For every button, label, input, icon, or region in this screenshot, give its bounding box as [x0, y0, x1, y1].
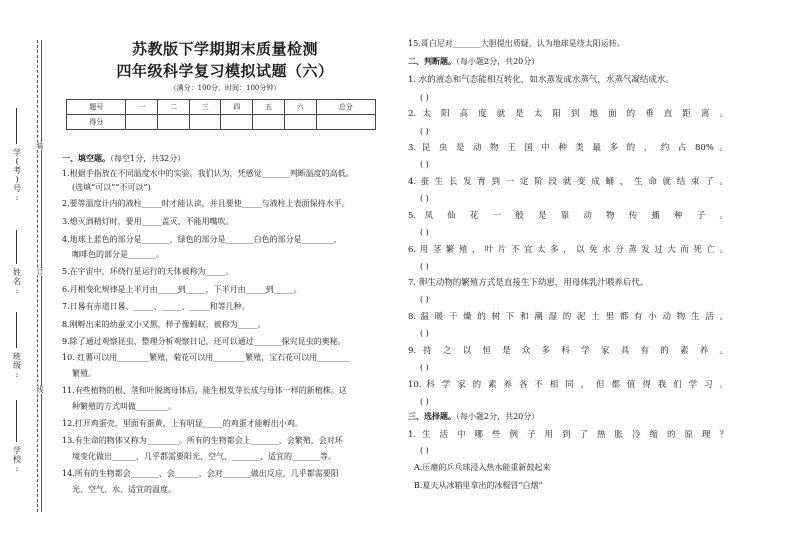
section2-heading: 二、判断题。（每小题2分，共20分） [408, 56, 540, 66]
score-table-header-row [67, 100, 376, 115]
fill-question-14: 14.所有的生物都会_______、会______，会对_______做出反应，几乎都需要阳 [62, 469, 339, 478]
fill-question-1: 1.根据手指放在不同温度水中的实验，我们认为，凭感觉_______判断温度的高低。 [62, 169, 354, 178]
judge-answer-8[interactable]: ( ) [420, 329, 429, 338]
score-cell: 三 [189, 100, 221, 115]
score-input-cell[interactable] [221, 115, 253, 130]
score-cell: 题号 [67, 100, 126, 115]
fill-question-10: 10. 红薯可以用________繁殖，菊花可以用________繁殖，宝石花可以用________ [62, 353, 350, 362]
binding-mark-ding: 订 [36, 268, 44, 276]
fill-question-9: 9.除了通过观察昆虫、整理分析观察日记，还可以通过_______探究昆虫的奥秘。 [62, 337, 346, 346]
name-blank[interactable] [16, 230, 17, 264]
name-label: 姓 名 : [13, 268, 21, 295]
judge-answer-10[interactable]: ( ) [420, 397, 429, 406]
fill-question-8: 8.刚孵出来的幼蚕又小又黑，样子像蚂蚁，被称为_____。 [62, 320, 266, 329]
score-cell: 总分 [316, 100, 375, 115]
judge-question-4: 4. 蚕 生 长 发 育 到 一 定 阶 段 就 变 成 蛹 ， 生 命 就 结 束 了 。 [408, 177, 728, 187]
fill-question-14-cont: 光、空气、水、适宜的温度。 [72, 485, 176, 494]
judge-answer-4[interactable]: ( ) [420, 194, 429, 203]
judge-question-8: 8. 温 暖 干 燥 的 树 下 和 潮 湿 的 泥 土 里 都 有 小 动 物 生 活 。 [408, 312, 728, 322]
exam-title: 苏教版下学期期末质量检测 [131, 40, 318, 58]
score-input-cell[interactable] [126, 115, 158, 130]
fill-question-15: 15.哥白尼对_______大胆提出质疑，认为地球是绕太阳运转。 [408, 39, 625, 48]
fill-question-3: 3.熄灭酒精灯时，要用_____盖灭，不能用嘴吹。 [62, 217, 234, 226]
score-cell: 一 [126, 100, 158, 115]
right-column [408, 0, 788, 548]
score-input-cell[interactable] [316, 115, 375, 130]
exam-subtitle-title: 四年级科学复习模拟试题（六） [116, 62, 334, 80]
judge-answer-1[interactable]: ( ) [420, 93, 429, 102]
judge-question-7: 7. 卵生动物的繁殖方式是直接生下幼崽，用母体乳汁喂养后代。 [408, 278, 649, 288]
school-label: 学 校 : [13, 446, 21, 473]
fill-question-6: 6.月相变化规律是上半月由_____到_____，下半月由_____到_____。 [62, 285, 302, 294]
judge-answer-5[interactable]: ( ) [420, 228, 429, 237]
fill-question-7: 7.日晷有赤道日晷、_____、_____、_____和等几种。 [62, 302, 250, 311]
choice-answer-1[interactable]: ( ) [420, 446, 429, 455]
fill-question-4-cont: 咖啡色的部分是_______。 [72, 250, 164, 259]
score-table [66, 99, 376, 130]
score-table-score-row [67, 115, 376, 130]
choice-option-b[interactable]: B.夏天从冰箱里拿出的冰棍冒“白烟” [414, 481, 543, 490]
judge-answer-6[interactable]: ( ) [420, 262, 429, 271]
fill-question-4: 4.地球上蓝色的部分是_______，绿色的部分是_______白色的部分是________， [62, 235, 342, 244]
fill-question-13-cont: 境变化做出______，几乎都需要阳光、空气、_______、适宜的_______等。 [72, 452, 336, 461]
student-id-blank[interactable] [16, 108, 17, 144]
judge-question-2: 2. 太 阳 高 度 就 是 太 阳 到 地 面 的 垂 直 距 离 。 [408, 109, 728, 119]
fill-question-11-cont: 种繁殖的方式叫做________。 [72, 402, 176, 411]
class-blank[interactable] [16, 312, 17, 348]
score-cell: 六 [284, 100, 316, 115]
section1-heading: 一、填空题。（每空1分，共32分） [62, 153, 186, 163]
judge-answer-9[interactable]: ( ) [420, 363, 429, 372]
judge-answer-3[interactable]: ( ) [420, 160, 429, 169]
score-cell: 二 [158, 100, 190, 115]
fill-question-5: 5.在宇宙中，环绕行星运行的天体被称为_____。 [62, 267, 234, 276]
fill-question-13: 13.有生命的物体又称为________。所有的生物都会上_______，会繁殖，会对环 [62, 436, 343, 445]
judge-question-1: 1. 水的液态和气态能相互转化，如水蒸发成水蒸气，水蒸气凝结成水。 [408, 75, 674, 85]
binding-mark-xian: 线 [36, 386, 44, 394]
class-label: 班 级 : [13, 352, 21, 379]
exam-info: （满分：100分，时间：100分钟） [169, 84, 281, 92]
score-cell: 得分 [67, 115, 126, 130]
judge-question-10: 10. 科 学 家 的 素 养 各 不 相 同 ， 但 都 值 得 我 们 学 习 。 [408, 380, 728, 390]
section3-heading: 三、选择题。（每小题2分，共20分） [408, 411, 540, 421]
binding-mark-zhuang: 装 [36, 142, 44, 150]
score-cell: 五 [253, 100, 285, 115]
fill-question-11: 11.有些植物的根、茎和叶脱离母体后，能生根发芽长成与母体一样的新植株。这 [62, 386, 347, 395]
fill-question-1-hint: (选填“可以”“不可以”) [72, 183, 151, 192]
left-column [60, 0, 390, 548]
judge-question-3: 3. 昆 虫 是 动 物 王 国 中 种 类 最 多 的 ， 约 占 80% 。 [408, 143, 728, 153]
score-cell: 四 [221, 100, 253, 115]
judge-answer-7[interactable]: ( ) [420, 295, 429, 304]
judge-answer-2[interactable]: ( ) [420, 127, 429, 136]
student-id-label: 学 ( 考 ) 号 : [13, 148, 21, 202]
judge-question-9: 9. 持 之 以 恒 是 众 多 科 学 家 具 有 的 素 养 。 [408, 346, 728, 356]
score-input-cell[interactable] [253, 115, 285, 130]
choice-question-1: 1. 生 活 中 哪 些 例 子 用 到 了 热 胀 冷 缩 的 原 理 ？ [408, 430, 728, 440]
fill-question-10-cont: 繁殖。 [72, 369, 96, 378]
score-input-cell[interactable] [284, 115, 316, 130]
binding-strip [0, 0, 60, 548]
score-input-cell[interactable] [189, 115, 221, 130]
fill-question-12: 12.打开鸡蛋壳，里面有蛋黄，上有明显_____的鸡蛋才能孵出小鸡。 [62, 419, 303, 428]
score-input-cell[interactable] [158, 115, 190, 130]
binding-solid-line [41, 40, 42, 512]
school-blank[interactable] [16, 400, 17, 442]
fill-question-2: 2.要等温度计内的液柱_____时才能认读，并且要使_____与液柱上表面保持水平。 [62, 199, 350, 208]
judge-question-6: 6. 用 茎 繁 殖 ， 叶 片 不 宜 太 多 ， 以 免 水 分 蒸 发 过 大 而 死 亡 。 [408, 245, 728, 255]
judge-question-5: 5. 凤 仙 花 一 般 是 靠 动 物 传 播 种 子 。 [408, 211, 728, 221]
binding-dashed-line [37, 40, 38, 512]
choice-option-a[interactable]: A.压瘪的乒乓球浸入热水能重新鼓起来 [414, 463, 551, 472]
